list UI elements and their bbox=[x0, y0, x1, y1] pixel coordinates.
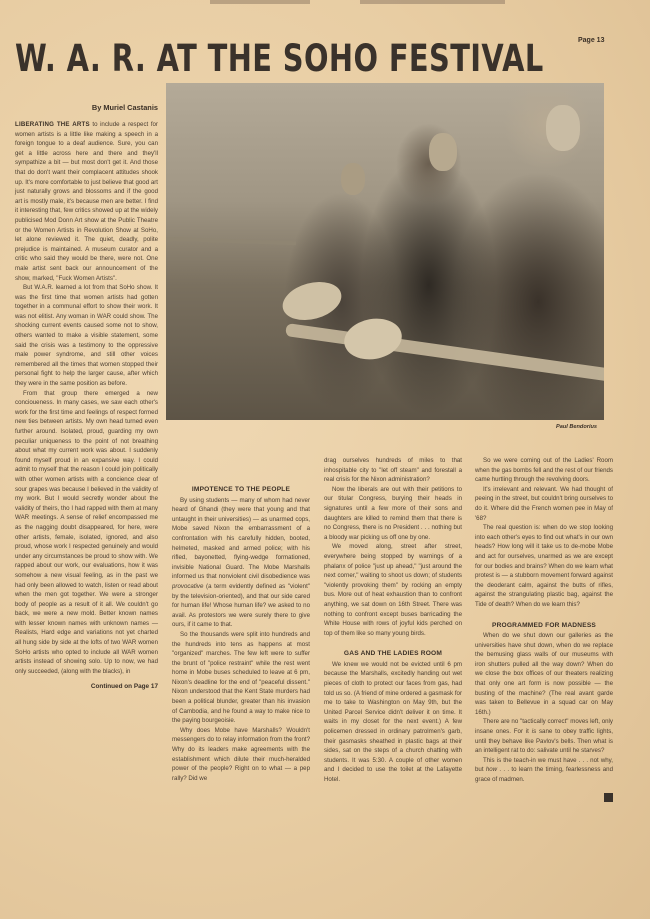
continued-link[interactable]: Continued on Page 17 bbox=[90, 683, 158, 691]
paragraph bbox=[475, 756, 613, 785]
paragraph-text: to include a respect for women artists is a little like making a speech in a foreign tongue to a deaf audience. Sure, you can get a little across here and there and they'll sympathize a bit — but most don't get it. And those that do don't want their complacent attitudes shook up. It's more comfortable to just believe that good art just naturally grows and blossoms and if the good art is mostly male, it's because men are better. I find it interesting that, few critics showed up at the widely publicised Mod Donn Art show at the Public Theatre or the Women Artists in Revolution Show at SoHo, let alone reviewed it. The quiet, deadly, polite prejudice is maintained. A museum curator and a critic who said they would be there, were not. One male artist sent back our announcement of the show, marked, "Fuck Women Artists". bbox=[15, 121, 158, 282]
photo-helmet bbox=[341, 314, 405, 363]
paragraph: The real question is: when do we stop looking into each other's eyes to find out what's in our own heads? How long will it take us to de-mobe Mobe and act for ourselves, unarmed as we are except for our bodies and brains? When do we learn what protest is — a stubborn movement forward against the deoderant calm, against the butts of rifles, against the strangulating plastic bag, against the Tide of death? When do we learn this? bbox=[475, 524, 613, 608]
subhead: IMPOTENCE TO THE PEOPLE bbox=[191, 486, 291, 493]
page-number: Page 13 bbox=[578, 37, 605, 44]
paragraph: Why does Mobe have Marshalls? Wouldn't messengers do to relay information from the front? Why do its leaders make agreements with the establishment which dilute their much-heralded power of the people? Right on to what — a pep rally? Did we bbox=[172, 726, 310, 782]
column-2 bbox=[172, 485, 310, 783]
paragraph: We moved along, street after street, everywhere being stopped by warnings of a phalanx of police "just up ahead," "just around the next corner," waiting to shoot us down; of students "violently provoking them" by rocking an empty bus. More out of heat exhaustion than to confront anything, we sat down on 16th Street. There was nothing to confront except buses barricading the White House with rows of joyful kids perched on top of them like so many young birds. bbox=[324, 543, 462, 637]
byline: By Muriel Castanis bbox=[91, 103, 158, 112]
paragraph: But W.A.R. learned a lot from that SoHo show. It was the first time that women artists had gotten together in a communal effort to show their work. It was not elitist. Any woman in WAR could show. The shocking current events caused some not to show, others wanted to make a visible statement, some said the crisis was a testimony to the oppressive male power syndrome, and still other voices remembered all the times that women stopped their personal fight to help the larger cause, after which they were in the same position as before. bbox=[15, 284, 158, 388]
paragraph-text: This is the teach-in we must have . . . not why, but bbox=[475, 756, 613, 774]
paragraph-text: By using students — many of whom had never heard of Ghandi (they were that young and that untaught in their universities) — as unarmed cops, Mobe saved Nixon the embarrassment of a confrontation with his carefully hidden, booted, helmeted, masked and armed police; with his rifled, bayonetted, flying-wedge formationed, invisible National Guard. The Mobe Marshalls informed us that nonviolent civil disobedience was bbox=[172, 496, 310, 581]
column-4 bbox=[475, 456, 613, 802]
paragraph bbox=[172, 496, 310, 630]
paragraph-text: sane to obey traffic lights, until they behave like Pavlov's bells. Then what is an intelligent rat to do: salivate until he starves? bbox=[475, 728, 613, 755]
column-1 bbox=[15, 120, 158, 692]
photo-face bbox=[341, 163, 365, 195]
paragraph bbox=[15, 120, 158, 283]
paragraph: From that group there emerged a new concioueness. In many cases, we saw each other's work for the first time and feelings of respect formed new ties between artists. My own head turned even further around. Isolated, proud, guarding my own peculiar uniqueness to the point of not breathing about what my current work was about. I suddenly found myself proud in an expansive way. I could admit to myself that the reason I could join politically with other women artists with a concience clear of sour grapes was because I believed in the validity of my work. But I would secretly wonder about the validity of theirs, tho I had rapped with them at many WAR meetings. A sense of relief encompassed me as the nagging doubt disappeared, for here, were other artists, female, isolated, ignored, and also proud, whose work I respected genuinely and would under any circumstances be proud to show with. We rapped about our work, our evaluations, how it was somehow a new visual feeling, as in the past we had only been allowed to watch, listen or read about when the men got together. We were a stronger body of people as a result of it all. We couldn't go back, we were a new mold. Better known names with lesser known names with unknown names — Realists, Hard edge and variations not yet charted all hung side by side at the lofts of two WAR women SoHo artists who opted to include all WAR women artists instead of showing solo. Up to now, we had only succeeded, (along with the blacks), in bbox=[15, 389, 158, 675]
photo-pole-background bbox=[166, 237, 296, 246]
protest-photo bbox=[166, 83, 604, 420]
subhead: PROGRAMMED FOR MADNESS bbox=[491, 621, 597, 629]
torn-top-edge bbox=[0, 0, 650, 4]
paragraph: So we were coming out of the Ladies' Room when the gas bombs fell and the rest of our friends came hurtling through the revolving doors. bbox=[475, 457, 613, 484]
paragraph: So the thousands were split into hundreds and the hundreds into tens as happens at most "organized" marches. The few left were to suffer the brunt of "police restraint" while the rest went home in Mobe buses scheduled to leave at 6 pm, Nixon's deadline for the end of "peaceful dissent." Nixon understood that the Kent State murders had been a political blunder, greater than his invasion of Cambodia, and he found a way to make nice to the paying bourgeoisie. bbox=[172, 630, 310, 725]
paragraph: Now the liberals are out with their petitions to our titular Congress, burying their heads in signatures until a few more of their sons and daughters are killed to remind them that there is no Congress, there is no President . . . nothing but a bloody war picking us off one by one. bbox=[324, 485, 462, 541]
photo-pole bbox=[285, 323, 604, 382]
photo-credit: Paul Bendorius bbox=[556, 424, 598, 430]
lead-in-caps: LIBERATING THE ARTS bbox=[15, 121, 90, 128]
photo-face bbox=[429, 133, 457, 171]
headline: W. A. R. AT THE SOHO FESTIVAL bbox=[15, 37, 544, 80]
emphasis: provocative bbox=[172, 582, 204, 590]
paragraph: We knew we would not be evicted until 6 pm because the Marshalls, excitedly handing out wet pieces of cloth to protect our faces from gas, had told us so. (A friend of mine ordered a gasmask for me to take to Washington on May 9th, but the United Parcel Service didn't deliver it on time. It waits in my closet for the next event.) A few policemen dressed in ordinary patrolmen's garb, their gasmasks sheathed in plastic bags at their sides, sat on the steps of a church chatting with students. It was 5:30. A couple of other women and I decided to use the toilet at the Lafayette Hotel. bbox=[324, 660, 462, 783]
photo-helmet bbox=[278, 276, 345, 326]
column-3 bbox=[324, 456, 462, 785]
paragraph: It's irrelevant and relevant. We had thought of peeing in the street, but couldn't bring ourselves to do it. Where did the French women pee in May of '68? bbox=[475, 485, 613, 522]
paragraph-text: . . . to learn the timing, fearlessness and grace of madmen. bbox=[475, 766, 613, 783]
paragraph-text: There are no "tactically correct" moves left, only insane ones. For it bbox=[475, 718, 613, 736]
paragraph: drag ourselves hundreds of miles to that inhospitable city to "let off steam" and forestall a real crisis for the Nixon administration? bbox=[324, 457, 462, 484]
emphasis: is bbox=[531, 728, 537, 736]
paragraph bbox=[475, 717, 613, 755]
end-mark-square-icon bbox=[604, 793, 613, 802]
emphasis: how bbox=[485, 766, 498, 774]
paragraph-text: (a term evidently defined as "violent" by the television-oriented), and that our side cared for human life! Whose human life? we asked to no avail. As protestors we were surely there to give ours, if it came to that. bbox=[172, 582, 310, 629]
paragraph: When do we shut down our galleries as the universities have shut down, when do we replace the bemusing glass walls of our museums with iron shutters pulled all the way down? When do we close the box offices of our theaters realizing that only one art form is now possible — the busting of the machine? (The real avant garde was taken to Bellevue in a squad car on May 16th.) bbox=[475, 632, 613, 716]
photo-face bbox=[546, 105, 580, 151]
subhead: GAS AND THE LADIES ROOM bbox=[343, 650, 443, 658]
